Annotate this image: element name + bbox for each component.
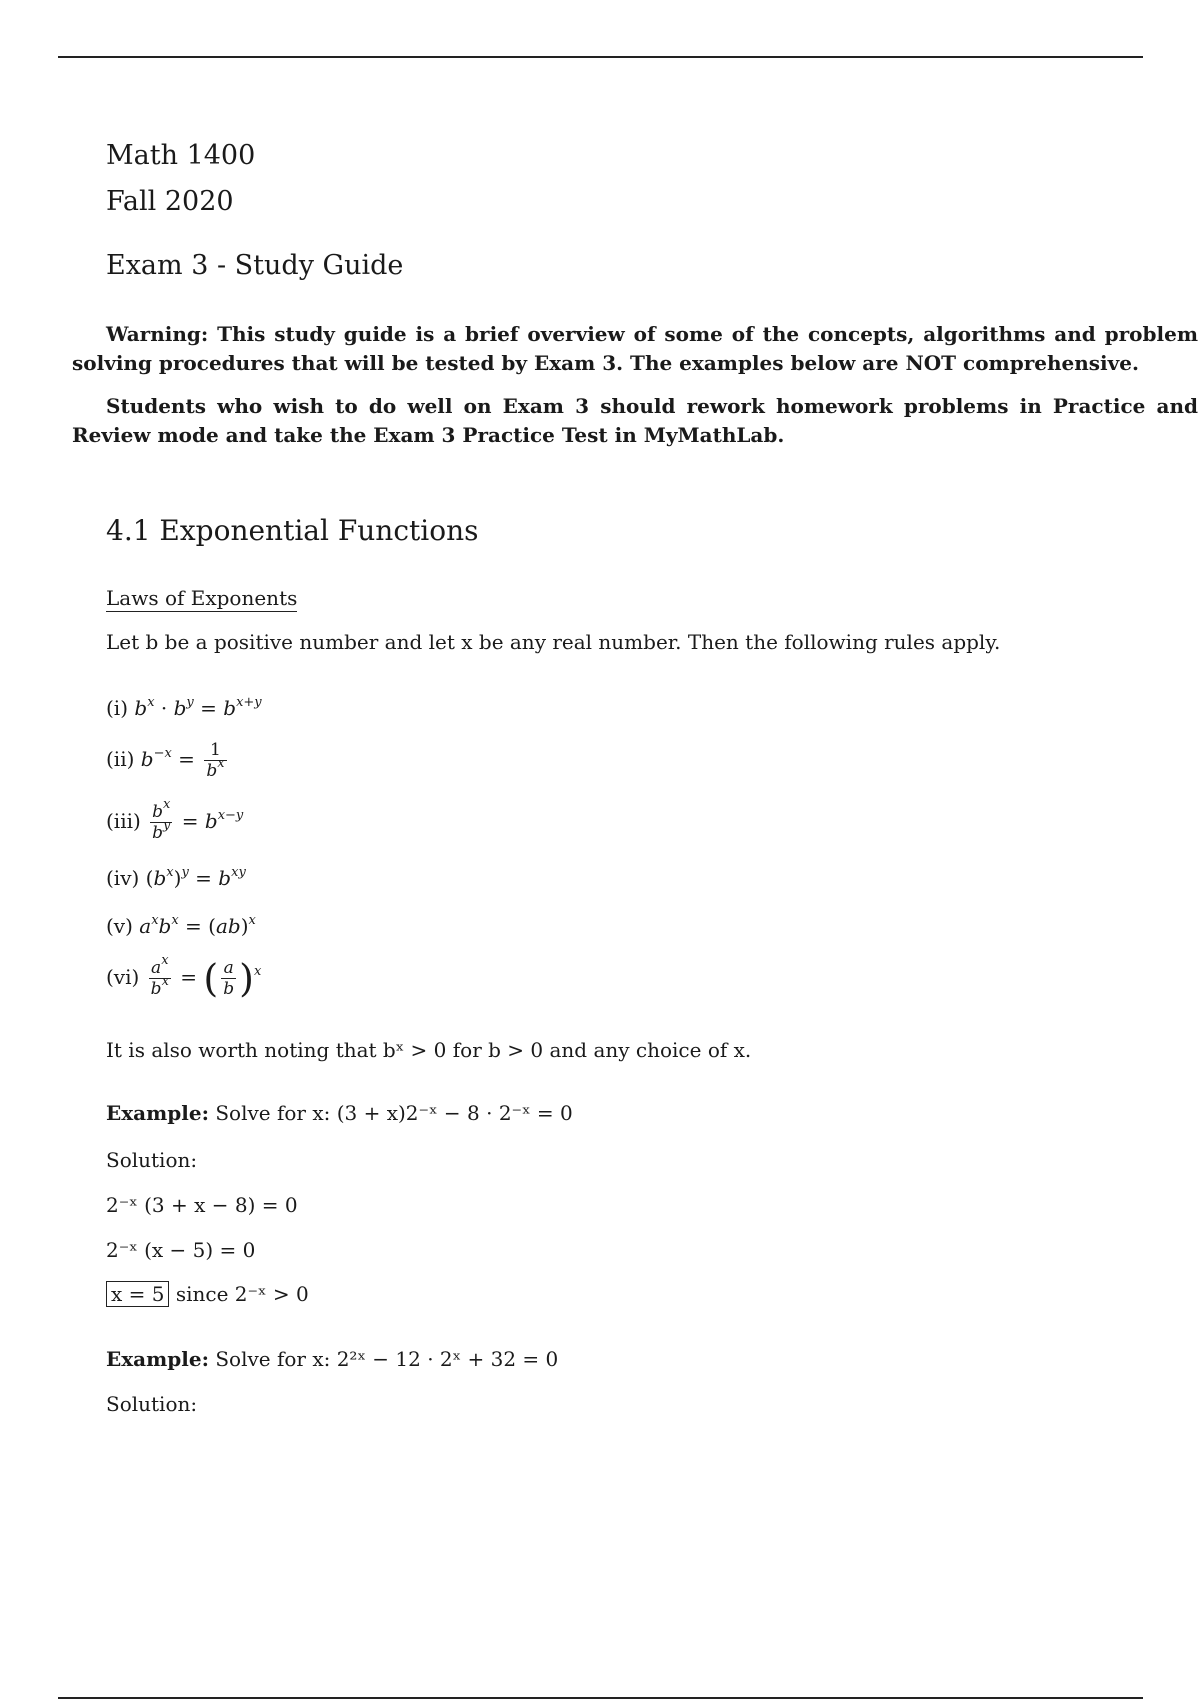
- law-index: (iv): [106, 866, 140, 890]
- law-index: (iii): [106, 809, 141, 833]
- law-item: (iv) $(b^x)^y = b^{xy}$: [106, 865, 246, 890]
- boxed-answer: x = 5: [106, 1281, 169, 1307]
- term: Fall 2020: [106, 186, 234, 217]
- positivity-note: It is also worth noting that bˣ > 0 for b > 0 and any choice of x.: [106, 1038, 752, 1062]
- subheading-laws-of-exponents: Laws of Exponents: [106, 586, 298, 610]
- example-label: Example:: [106, 1347, 209, 1371]
- example-2-prompt: [106, 1347, 558, 1371]
- students-paragraph: Students who wish to do well on Exam 3 should rework homework problems in Practice and Review mode and take the Exam 3 Practice Test in MyMathLab.: [72, 394, 1198, 447]
- example-label: Example:: [106, 1101, 209, 1125]
- laws-lead-text: Let b be a positive number and let x be any real number. Then the following rules apply.: [106, 630, 1001, 654]
- solution-label: Solution:: [106, 1148, 198, 1172]
- solution-label: Solution:: [106, 1392, 198, 1416]
- section-title: 4.1 Exponential Functions: [106, 514, 479, 547]
- law-index: (vi): [106, 965, 140, 989]
- law-index: (ii): [106, 747, 135, 771]
- law-index: (v): [106, 914, 133, 938]
- example-2-problem: Solve for x: 2²ˣ − 12 · 2ˣ + 32 = 0: [215, 1347, 559, 1371]
- law-item: (vi) $\frac{a^x}{b^x}$ = ( $\frac{a}{b}$ )$^x$: [106, 953, 262, 1001]
- example-1-prompt: [106, 1101, 573, 1125]
- law-item: (ii) $b^{-x}$ = $\frac{1}{b^x}$: [106, 740, 225, 781]
- law-item: (i) $b^x \cdot b^y = b^{x+y}$: [106, 695, 262, 720]
- course-name: Math 1400: [106, 140, 256, 171]
- answer-justification: since 2⁻ˣ > 0: [175, 1282, 309, 1306]
- solution-step-2: 2⁻ˣ (x − 5) = 0: [106, 1238, 256, 1262]
- warning-paragraph: Warning: This study guide is a brief overview of some of the concepts, algorithms and problem solving procedures that will be tested by Exam 3. The examples below are NOT comprehensive.: [72, 322, 1198, 375]
- top-rule: [58, 56, 1143, 58]
- law-item: (iii) $\frac{b^x}{b^y}$ = $b^{x-y}$: [106, 797, 244, 843]
- law-index: (i): [106, 696, 129, 720]
- example-1-problem: Solve for x: (3 + x)2⁻ˣ − 8 · 2⁻ˣ = 0: [215, 1101, 573, 1125]
- solution-step-1: 2⁻ˣ (3 + x − 8) = 0: [106, 1193, 298, 1217]
- solution-answer-line: [106, 1282, 309, 1306]
- document-title: Exam 3 - Study Guide: [106, 250, 404, 281]
- law-item: (v) $a^xb^x = (ab)^x$: [106, 913, 256, 938]
- bottom-rule: [58, 1697, 1143, 1699]
